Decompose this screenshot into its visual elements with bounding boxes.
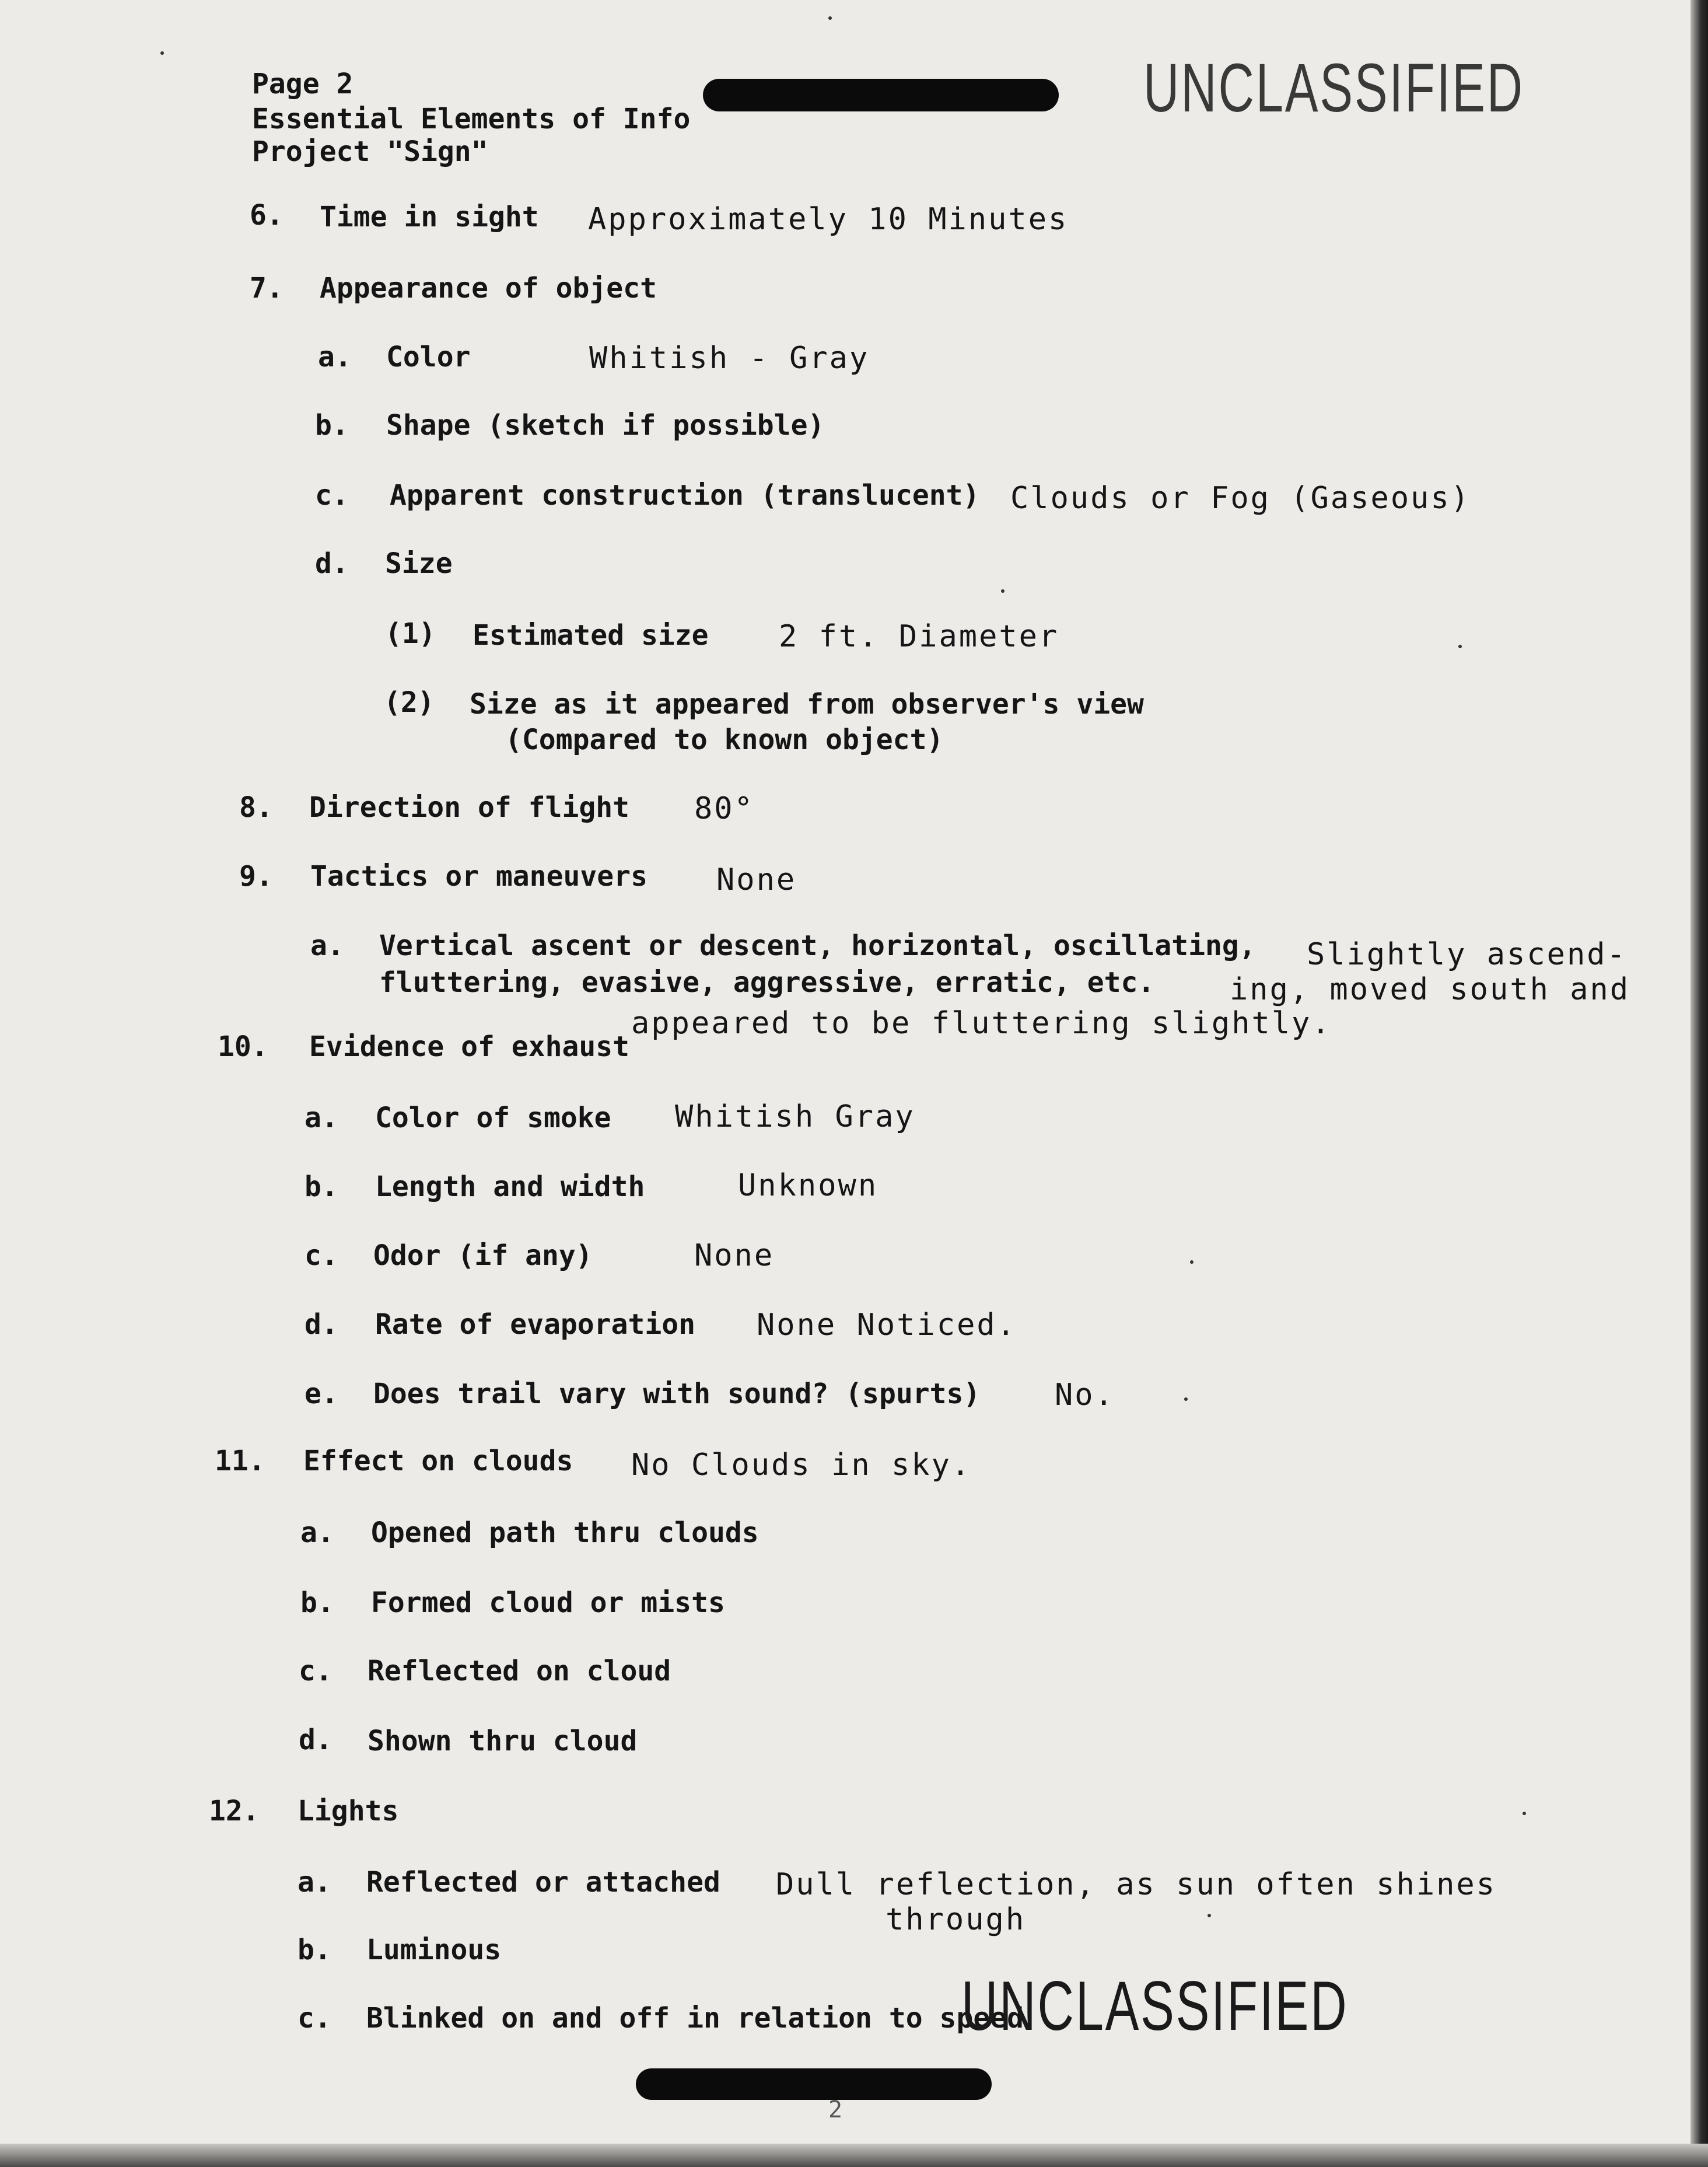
speck	[1184, 1397, 1188, 1401]
item-12b-label: Luminous	[366, 1934, 502, 1966]
item-11-label: Effect on clouds	[303, 1445, 573, 1477]
unclassified-stamp-bottom	[961, 1967, 1349, 2045]
item-6-label: Time in sight	[320, 201, 539, 233]
item-7-number: 7.	[250, 272, 284, 305]
item-7d-label: Size	[385, 547, 453, 580]
item-10e-label: Does trail vary with sound? (spurts)	[373, 1378, 981, 1410]
item-7d1-number: (1)	[385, 617, 436, 650]
item-10-label: Evidence of exhaust	[309, 1030, 630, 1063]
item-12-number: 12.	[209, 1795, 260, 1827]
speck	[160, 51, 164, 55]
item-7d1-label: Estimated size	[473, 619, 709, 652]
item-9a-value-line2: ing, moved south and	[1230, 972, 1630, 1007]
speck	[1190, 1260, 1194, 1264]
item-11b-letter: b.	[300, 1586, 334, 1619]
item-7d2-label-line2: (Compared to known object)	[505, 724, 944, 756]
header-page-number: Page 2	[252, 68, 354, 100]
item-10d-label: Rate of evaporation	[375, 1308, 696, 1341]
item-10d-value: None Noticed.	[757, 1308, 1017, 1343]
item-10-number: 10.	[218, 1030, 268, 1063]
item-10c-label: Odor (if any)	[373, 1239, 593, 1272]
header-project: Project "Sign"	[252, 135, 488, 168]
item-10c-value: None	[694, 1238, 775, 1273]
item-12a-letter: a.	[298, 1866, 331, 1899]
item-9a-value-line3: appeared to be fluttering slightly.	[631, 1006, 1332, 1041]
item-10e-letter: e.	[304, 1378, 338, 1410]
item-10b-value: Unknown	[738, 1168, 878, 1203]
item-9a-letter: a.	[310, 929, 344, 962]
item-11a-label: Opened path thru clouds	[371, 1516, 759, 1549]
item-10d-letter: d.	[304, 1308, 338, 1341]
item-11a-letter: a.	[300, 1516, 334, 1549]
item-7a-value: Whitish - Gray	[589, 341, 870, 376]
item-7c-label: Apparent construction (translucent)	[390, 479, 980, 512]
item-6-value: Approximately 10 Minutes	[588, 202, 1069, 237]
item-8-number: 8.	[239, 791, 273, 824]
item-9-label: Tactics or maneuvers	[310, 860, 648, 893]
item-7a-letter: a.	[318, 341, 352, 373]
item-10c-letter: c.	[304, 1239, 338, 1272]
item-12-label: Lights	[298, 1795, 399, 1827]
item-7d2-number: (2)	[384, 686, 435, 719]
item-7c-value: Clouds or Fog (Gaseous)	[1010, 481, 1471, 516]
item-11d-label: Shown thru cloud	[368, 1725, 638, 1757]
redaction-bar-top	[703, 79, 1059, 111]
item-12c-letter: c.	[298, 2002, 331, 2035]
speck	[1001, 589, 1005, 593]
item-9-value: None	[716, 862, 797, 897]
item-11c-letter: c.	[299, 1655, 332, 1687]
item-10a-letter: a.	[304, 1102, 338, 1134]
item-10b-label: Length and width	[375, 1170, 645, 1203]
item-7d2-label: Size as it appeared from observer's view	[470, 688, 1144, 721]
item-10a-value: Whitish Gray	[675, 1099, 915, 1134]
footer-page-mark: 2	[828, 2096, 845, 2123]
speck	[1208, 1914, 1211, 1917]
item-12c-label: Blinked on and off in relation to speed	[366, 2002, 1024, 2035]
item-7b-letter: b.	[315, 409, 349, 442]
item-11-number: 11.	[215, 1445, 265, 1477]
item-10e-value: No.	[1055, 1378, 1115, 1413]
scan-edge-right	[1690, 0, 1708, 2167]
item-7b-label: Shape (sketch if possible)	[386, 409, 825, 442]
unclassified-stamp-top	[1143, 50, 1525, 127]
item-12a-value: Dull reflection, as sun often shines	[776, 1867, 1497, 1902]
scan-edge-bottom	[0, 2144, 1708, 2167]
stamp-top-text: UNCLASSIFIED	[1143, 50, 1525, 127]
item-9a-label-line2: fluttering, evasive, aggressive, erratic, etc.	[379, 966, 1155, 999]
item-10a-label: Color of smoke	[375, 1102, 611, 1134]
item-11c-label: Reflected on cloud	[368, 1655, 671, 1687]
item-11d-letter: d.	[299, 1724, 332, 1756]
item-9a-label: Vertical ascent or descent, horizontal, oscillating,	[379, 929, 1256, 962]
speck	[828, 16, 832, 20]
item-8-label: Direction of flight	[309, 791, 630, 824]
item-9a-value: Slightly ascend-	[1307, 937, 1627, 972]
item-8-value: 80°	[694, 791, 754, 826]
item-9-number: 9.	[239, 860, 273, 893]
stamp-bottom-text: UNCLASSIFIED	[961, 1967, 1349, 2045]
header-subject: Essential Elements of Info	[252, 103, 691, 135]
item-6-number: 6.	[250, 199, 284, 232]
item-7c-letter: c.	[315, 479, 349, 512]
item-12a-label: Reflected or attached	[366, 1866, 720, 1899]
redaction-bar-bottom	[636, 2068, 992, 2100]
speck	[1458, 645, 1462, 648]
item-12a-value-line2: through	[886, 1902, 1026, 1937]
item-11b-label: Formed cloud or mists	[371, 1586, 725, 1619]
item-7a-label: Color	[386, 341, 471, 373]
speck	[1522, 1812, 1526, 1815]
item-11-value: No Clouds in sky.	[631, 1448, 972, 1483]
item-12b-letter: b.	[298, 1934, 331, 1966]
item-7d1-value: 2 ft. Diameter	[779, 619, 1059, 654]
item-10b-letter: b.	[304, 1170, 338, 1203]
item-7-label: Appearance of object	[320, 272, 657, 305]
item-7d-letter: d.	[315, 547, 349, 580]
